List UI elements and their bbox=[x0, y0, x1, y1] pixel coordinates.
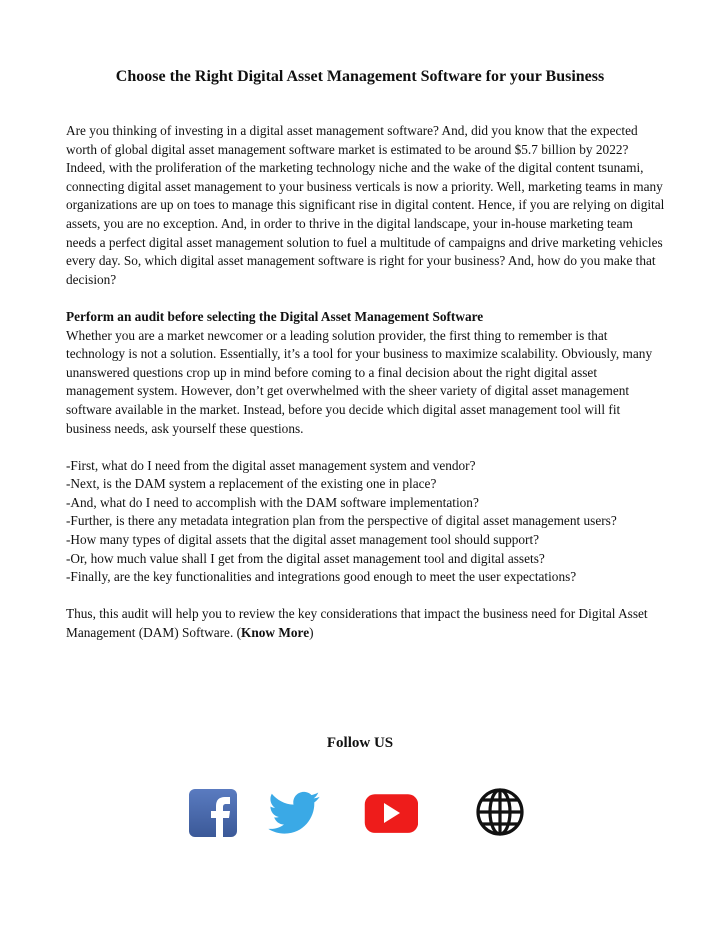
question-item: -And, what do I need to accomplish with the DAM software implementation? bbox=[66, 494, 479, 510]
conclusion-paragraph bbox=[66, 605, 666, 642]
question-list bbox=[66, 457, 666, 587]
page-title: Choose the Right Digital Asset Management Software for your Business bbox=[115, 68, 605, 85]
article-body bbox=[66, 122, 666, 643]
know-more-link[interactable]: Know More bbox=[241, 625, 310, 641]
question-item: -How many types of digital assets that the digital asset management tool should support? bbox=[66, 532, 540, 548]
twitter-icon[interactable] bbox=[266, 786, 322, 842]
question-item: -Next, is the DAM system a replacement of the existing one in place? bbox=[66, 476, 437, 492]
conclusion-close: ) bbox=[309, 625, 314, 641]
section-heading: Perform an audit before selecting the Digital Asset Management Software bbox=[66, 308, 484, 324]
globe-icon[interactable] bbox=[474, 786, 530, 842]
follow-us-heading: Follow US bbox=[326, 735, 394, 751]
conclusion-text: Thus, this audit will help you to review the key considerations that impact the business need for Digital Asset Management (DAM) Software. ( bbox=[66, 606, 648, 641]
question-item: -First, what do I need from the digital asset management system and vendor? bbox=[66, 457, 476, 473]
intro-paragraph: Are you thinking of investing in a digital asset management software? And, did you know that the expected worth of global digital asset management software market is estimated to be around $5.7 billion by 2022? Indeed, with the proliferation of the marketing technology niche and the wake of the digital content tsunami, connecting digital asset management to your business verticals is now a priority. Well, marketing teams in many organizations are up on toes to manage this significant rise in digital content. Hence, if you are relying on digital assets, you are no exception. And, in order to thrive in the digital landscape, your in-house marketing team needs a perfect digital asset management solution to fuel a multitude of campaigns and drive marketing vehicles every day. So, which digital asset management software is right for your business? And, how do you make that decision? bbox=[66, 123, 665, 287]
youtube-icon[interactable] bbox=[362, 786, 418, 842]
section-paragraph: Whether you are a market newcomer or a leading solution provider, the first thing to remember is that technology is not a solution. Essentially, it’s a tool for your business to maximize scalability. Obviously, many unanswered questions crop up in mind before coming to a final decision about the right digital asset management system. However, don’t get overwhelmed with the sheer variety of digital asset management software available in the market. Instead, before you decide which digital asset management tool will fit business needs, ask yourself these questions. bbox=[66, 327, 653, 436]
question-item: -Finally, are the key functionalities and integrations good enough to meet the user expectations? bbox=[66, 569, 577, 585]
social-icons bbox=[0, 786, 720, 842]
facebook-icon[interactable] bbox=[186, 786, 242, 842]
question-item: -Further, is there any metadata integration plan from the perspective of digital asset management users? bbox=[66, 513, 617, 529]
question-item: -Or, how much value shall I get from the digital asset management tool and digital assets? bbox=[66, 550, 545, 566]
